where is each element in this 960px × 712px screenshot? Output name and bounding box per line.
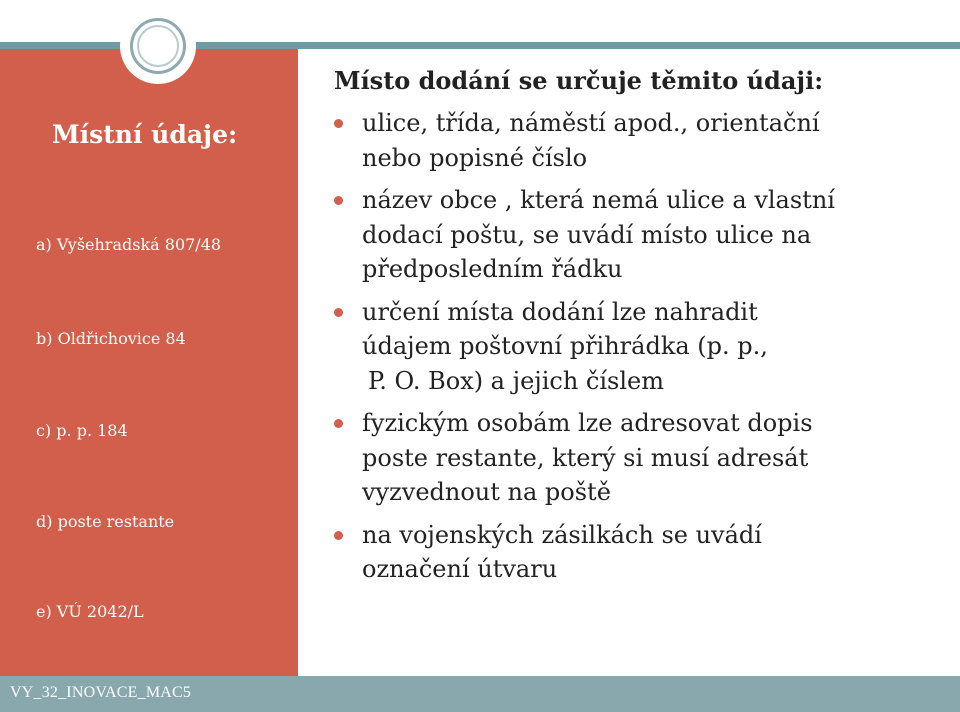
bullet-dot-icon <box>334 119 343 128</box>
list-item <box>334 106 934 175</box>
bullet-line: označení útvaru <box>362 555 558 583</box>
sidebar-item-a: a) Vyšehradská 807/48 <box>36 235 222 254</box>
bullet-line: předposledním řádku <box>362 255 623 283</box>
footer-code: VY_32_INOVACE_MAC5 <box>10 684 192 701</box>
bullet-dot-icon <box>334 531 343 540</box>
bullet-line: ulice, třída, náměstí apod., orientační <box>362 109 820 137</box>
bullet-dot-icon <box>334 196 343 205</box>
decorative-inner-ring-icon <box>137 25 179 67</box>
sidebar-item-e: e) VÚ 2042/L <box>36 602 144 621</box>
list-item <box>334 295 934 399</box>
bullet-dot-icon <box>334 308 343 317</box>
list-item <box>334 183 934 287</box>
sidebar-item-d: d) poste restante <box>36 512 175 531</box>
list-item <box>334 518 934 587</box>
bullet-line: dodací poštu, se uvádí místo ulice na <box>362 220 812 249</box>
sidebar-item-c: c) p. p. 184 <box>36 421 128 440</box>
bullet-list <box>334 106 934 595</box>
bullet-line: fyzickým osobám lze adresovat dopis <box>362 409 813 437</box>
bullet-line: určení místa dodání lze nahradit <box>362 297 758 326</box>
sidebar-title: Místní údaje: <box>52 120 238 149</box>
sidebar-item-b: b) Oldřichovice 84 <box>36 329 186 348</box>
bullet-line: nebo popisné číslo <box>362 143 588 172</box>
bullet-line: poste restante, který si musí adresát <box>362 443 809 472</box>
bullet-line: na vojenských zásilkách se uvádí <box>362 520 762 549</box>
content-heading: Místo dodání se určuje těmito údaji: <box>334 66 824 95</box>
bullet-line: název obce , která nemá ulice a vlastní <box>362 186 835 214</box>
bullet-line: P. O. Box) a jejich číslem <box>368 366 664 395</box>
bullet-line: údajem poštovní přihrádka (p. p., <box>362 332 768 360</box>
list-item <box>334 406 934 510</box>
bullet-line: vyzvednout na poště <box>362 478 611 506</box>
bullet-dot-icon <box>334 419 343 428</box>
